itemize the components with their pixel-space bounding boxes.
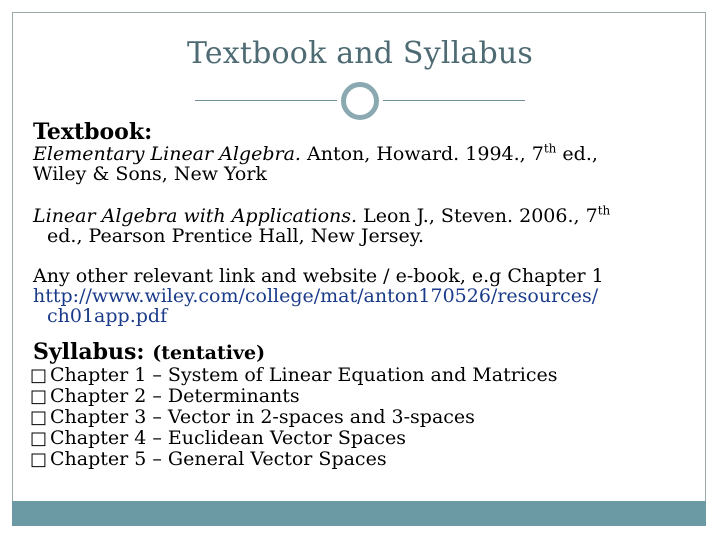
book2-title: Linear Algebra with Applications. (33, 205, 358, 227)
resource-link-line2[interactable]: ch01app.pdf (47, 305, 168, 327)
other-resources-text: Any other relevant link and website / e-book, e.g Chapter 1 (33, 265, 604, 287)
list-item (30, 428, 703, 449)
book2-superscript: th (597, 203, 611, 218)
chapter-list (30, 365, 703, 470)
syllabus-heading-label: Syllabus: (33, 339, 145, 365)
title-ornament-ring (341, 82, 379, 120)
page-title: Textbook and Syllabus (186, 36, 534, 71)
chapter-label: Chapter 1 – System of Linear Equation and Matrices (50, 364, 558, 386)
book1-title: Elementary Linear Algebra. (33, 143, 301, 165)
chapter-label: Chapter 4 – Euclidean Vector Spaces (50, 427, 407, 449)
book1-superscript: th (543, 141, 557, 156)
syllabus-heading-note: (tentative) (152, 342, 266, 364)
bullet-box-icon: □ (30, 407, 48, 428)
bullet-box-icon: □ (30, 386, 48, 407)
footer-band (12, 501, 706, 526)
resource-link-line1[interactable]: http://www.wiley.com/college/mat/anton170526/resources/ (33, 285, 599, 307)
bullet-box-icon: □ (30, 428, 48, 449)
bullet-box-icon: □ (30, 365, 48, 386)
book1-info: Anton, Howard. 1994., 7 (300, 143, 544, 165)
list-item (30, 386, 703, 407)
chapter-label: Chapter 3 – Vector in 2-spaces and 3-spaces (50, 406, 475, 428)
syllabus-heading (33, 340, 703, 365)
title-rule-right (383, 100, 525, 101)
book2-info: Leon J., Steven. 2006., 7 (357, 205, 598, 227)
list-item (30, 449, 703, 470)
book2-publisher: ed., Pearson Prentice Hall, New Jersey. (47, 225, 425, 247)
title-rule-left (195, 100, 337, 101)
textbook-entry-1 (33, 141, 703, 185)
bullet-box-icon: □ (30, 449, 48, 470)
book1-edition: ed., (556, 143, 598, 165)
chapter-label: Chapter 5 – General Vector Spaces (50, 448, 387, 470)
list-item (30, 365, 703, 386)
book1-publisher: Wiley & Sons, New York (33, 163, 267, 185)
slide-content (30, 119, 703, 470)
textbook-heading: Textbook: (33, 119, 153, 145)
resource-link[interactable] (33, 286, 703, 326)
textbook-entry-2 (33, 203, 703, 247)
chapter-label: Chapter 2 – Determinants (50, 385, 300, 407)
list-item (30, 407, 703, 428)
